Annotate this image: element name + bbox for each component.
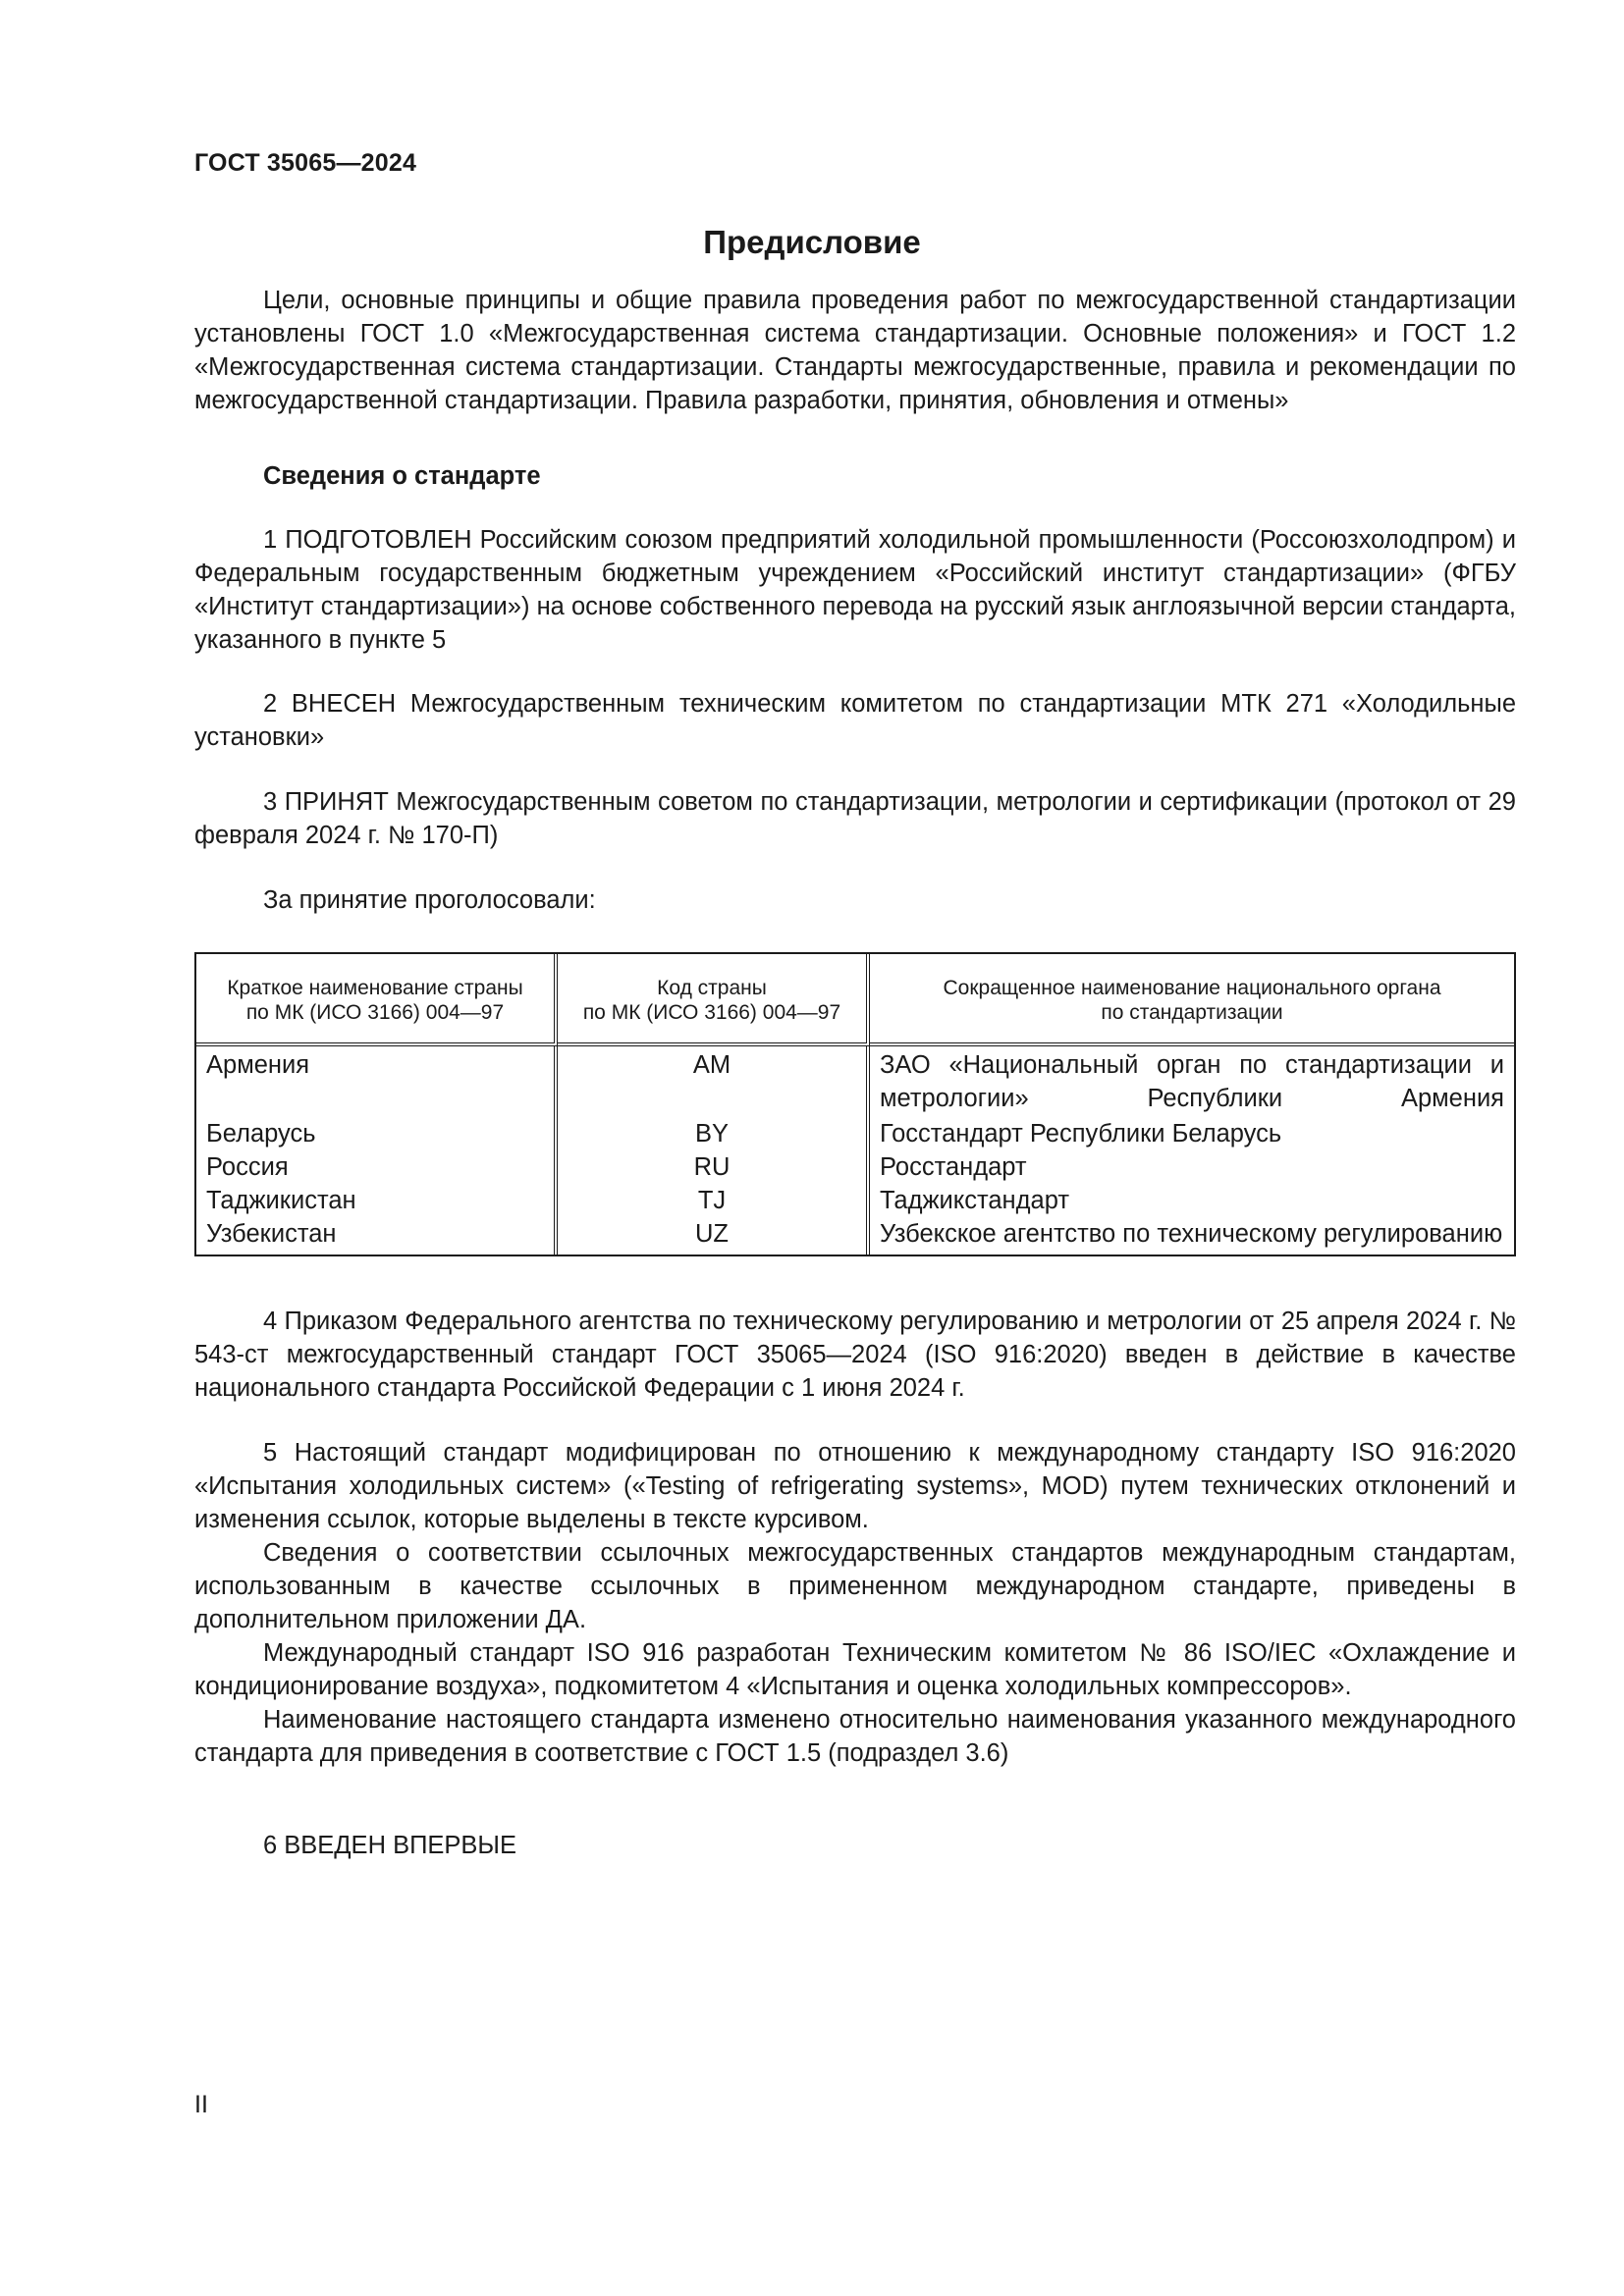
national-body-cell: Госстандарт Республики Беларусь bbox=[880, 1120, 1282, 1148]
country-name-cell: Беларусь bbox=[196, 1117, 558, 1150]
country-code-cell: AM bbox=[558, 1046, 870, 1117]
item-5-text: 5 Настоящий стандарт модифицирован по отношению к международному стандарту ISO 916:2020 «Испытания холодильных систем» («Testing of refrigerating systems», MOD) путем технических отклонений и изменения ссылок, которые выделены в тексте курсивом. bbox=[194, 1439, 1516, 1533]
national-body-cell: Узбекское агентство по техническому регулированию bbox=[880, 1220, 1503, 1248]
country-name-cell: Таджикистан bbox=[196, 1184, 558, 1217]
intro-paragraph bbox=[194, 284, 1516, 417]
item-5-references-text: Сведения о соответствии ссылочных межгосударственных стандартов международным стандартам, использованным в качестве ссылочных в примененном международном стандарте, приведены в дополнительном приложении ДА. bbox=[194, 1539, 1516, 1633]
item-5-developer-text: Международный стандарт ISO 916 разработан Техническим комитетом № 86 ISO/IEC «Охлаждение и кондиционирование воздуха», подкомитетом 4 «Испытания и оценка холодильных компрессоров». bbox=[194, 1639, 1516, 1700]
intro-text: Цели, основные принципы и общие правила проведения работ по межгосударственной стандартизации установлены ГОСТ 1.0 «Межгосударственная система стандартизации. Основные положения» и ГОСТ 1.2 «Межгосударственная система стандартизации. Стандарты межгосударственные, правила и рекомендации по межгосударственной стандартизации. Правила разработки, принятия, обновления и отмены» bbox=[194, 287, 1516, 414]
table-header-row bbox=[196, 954, 1514, 1046]
header-country-code: Код страны по МК (ИСО 3166) 004—97 bbox=[558, 954, 870, 1046]
national-body-cell: ЗАО «Национальный орган по стандартизации и метрологии» Республики Армения bbox=[880, 1051, 1504, 1112]
header-country-name: Краткое наименование страны по МК (ИСО 3166) 004—97 bbox=[196, 954, 558, 1046]
item-5-title-change-text: Наименование настоящего стандарта изменено относительно наименования указанного международного стандарта для приведения в соответствие с ГОСТ 1.5 (подраздел 3.6) bbox=[194, 1706, 1516, 1767]
table-row bbox=[196, 1046, 1514, 1117]
section-subheading: Сведения о стандарте bbox=[263, 462, 541, 490]
item-4-text: 4 Приказом Федерального агентства по техническому регулированию и метрологии от 25 апреля 2024 г. № 543-ст межгосударственный стандарт ГОСТ 35065—2024 (ISO 916:2020) введен в действие в качестве национального стандарта Российской Федерации с 1 июня 2024 г. bbox=[194, 1308, 1516, 1402]
country-code-cell: BY bbox=[558, 1117, 870, 1150]
country-name-cell: Узбекистан bbox=[196, 1217, 558, 1255]
national-body-cell: Росстандарт bbox=[880, 1153, 1027, 1181]
item-2-text: 2 ВНЕСЕН Межгосударственным техническим комитетом по стандартизации МТК 271 «Холодильные установки» bbox=[194, 690, 1516, 751]
section-subheading-block bbox=[194, 459, 1516, 493]
table-row bbox=[196, 1150, 1514, 1184]
country-code-cell: TJ bbox=[558, 1184, 870, 1217]
item-6-paragraph bbox=[194, 1829, 1516, 1862]
item-1-text: 1 ПОДГОТОВЛЕН Российским союзом предприятий холодильной промышленности (Россоюзхолодпром) и Федеральным государственным бюджетным учреждением «Российский институт стандартизации» (ФГБУ «Институт стандартизации») на основе собственного перевода на русский язык англоязычной версии стандарта, указанного в пункте 5 bbox=[194, 526, 1516, 654]
country-code-cell: UZ bbox=[558, 1217, 870, 1255]
table-row bbox=[196, 1184, 1514, 1217]
document-code-header: ГОСТ 35065—2024 bbox=[194, 149, 417, 177]
item-6-text: 6 ВВЕДЕН ВПЕРВЫЕ bbox=[263, 1832, 517, 1859]
item-2-paragraph bbox=[194, 687, 1516, 754]
country-name-cell: Армения bbox=[196, 1046, 558, 1117]
table-row bbox=[196, 1117, 1514, 1150]
vote-intro-text: За принятие проголосовали: bbox=[263, 886, 596, 914]
item-1-paragraph bbox=[194, 523, 1516, 657]
national-body-cell: Таджикстандарт bbox=[880, 1187, 1070, 1214]
item-5-block bbox=[194, 1436, 1516, 1770]
page-title: Предисловие bbox=[703, 224, 921, 260]
voting-countries-table bbox=[194, 952, 1516, 1256]
page-number: II bbox=[194, 2091, 208, 2118]
country-name-cell: Россия bbox=[196, 1150, 558, 1184]
item-3-paragraph bbox=[194, 785, 1516, 852]
item-3-text: 3 ПРИНЯТ Межгосударственным советом по стандартизации, метрологии и сертификации (протокол от 29 февраля 2024 г. № 170-П) bbox=[194, 788, 1516, 849]
vote-intro-paragraph bbox=[194, 883, 1516, 917]
table-row bbox=[196, 1217, 1514, 1255]
country-code-cell: RU bbox=[558, 1150, 870, 1184]
item-4-paragraph bbox=[194, 1305, 1516, 1405]
header-national-body: Сокращенное наименование национального органа по стандартизации bbox=[870, 954, 1514, 1046]
